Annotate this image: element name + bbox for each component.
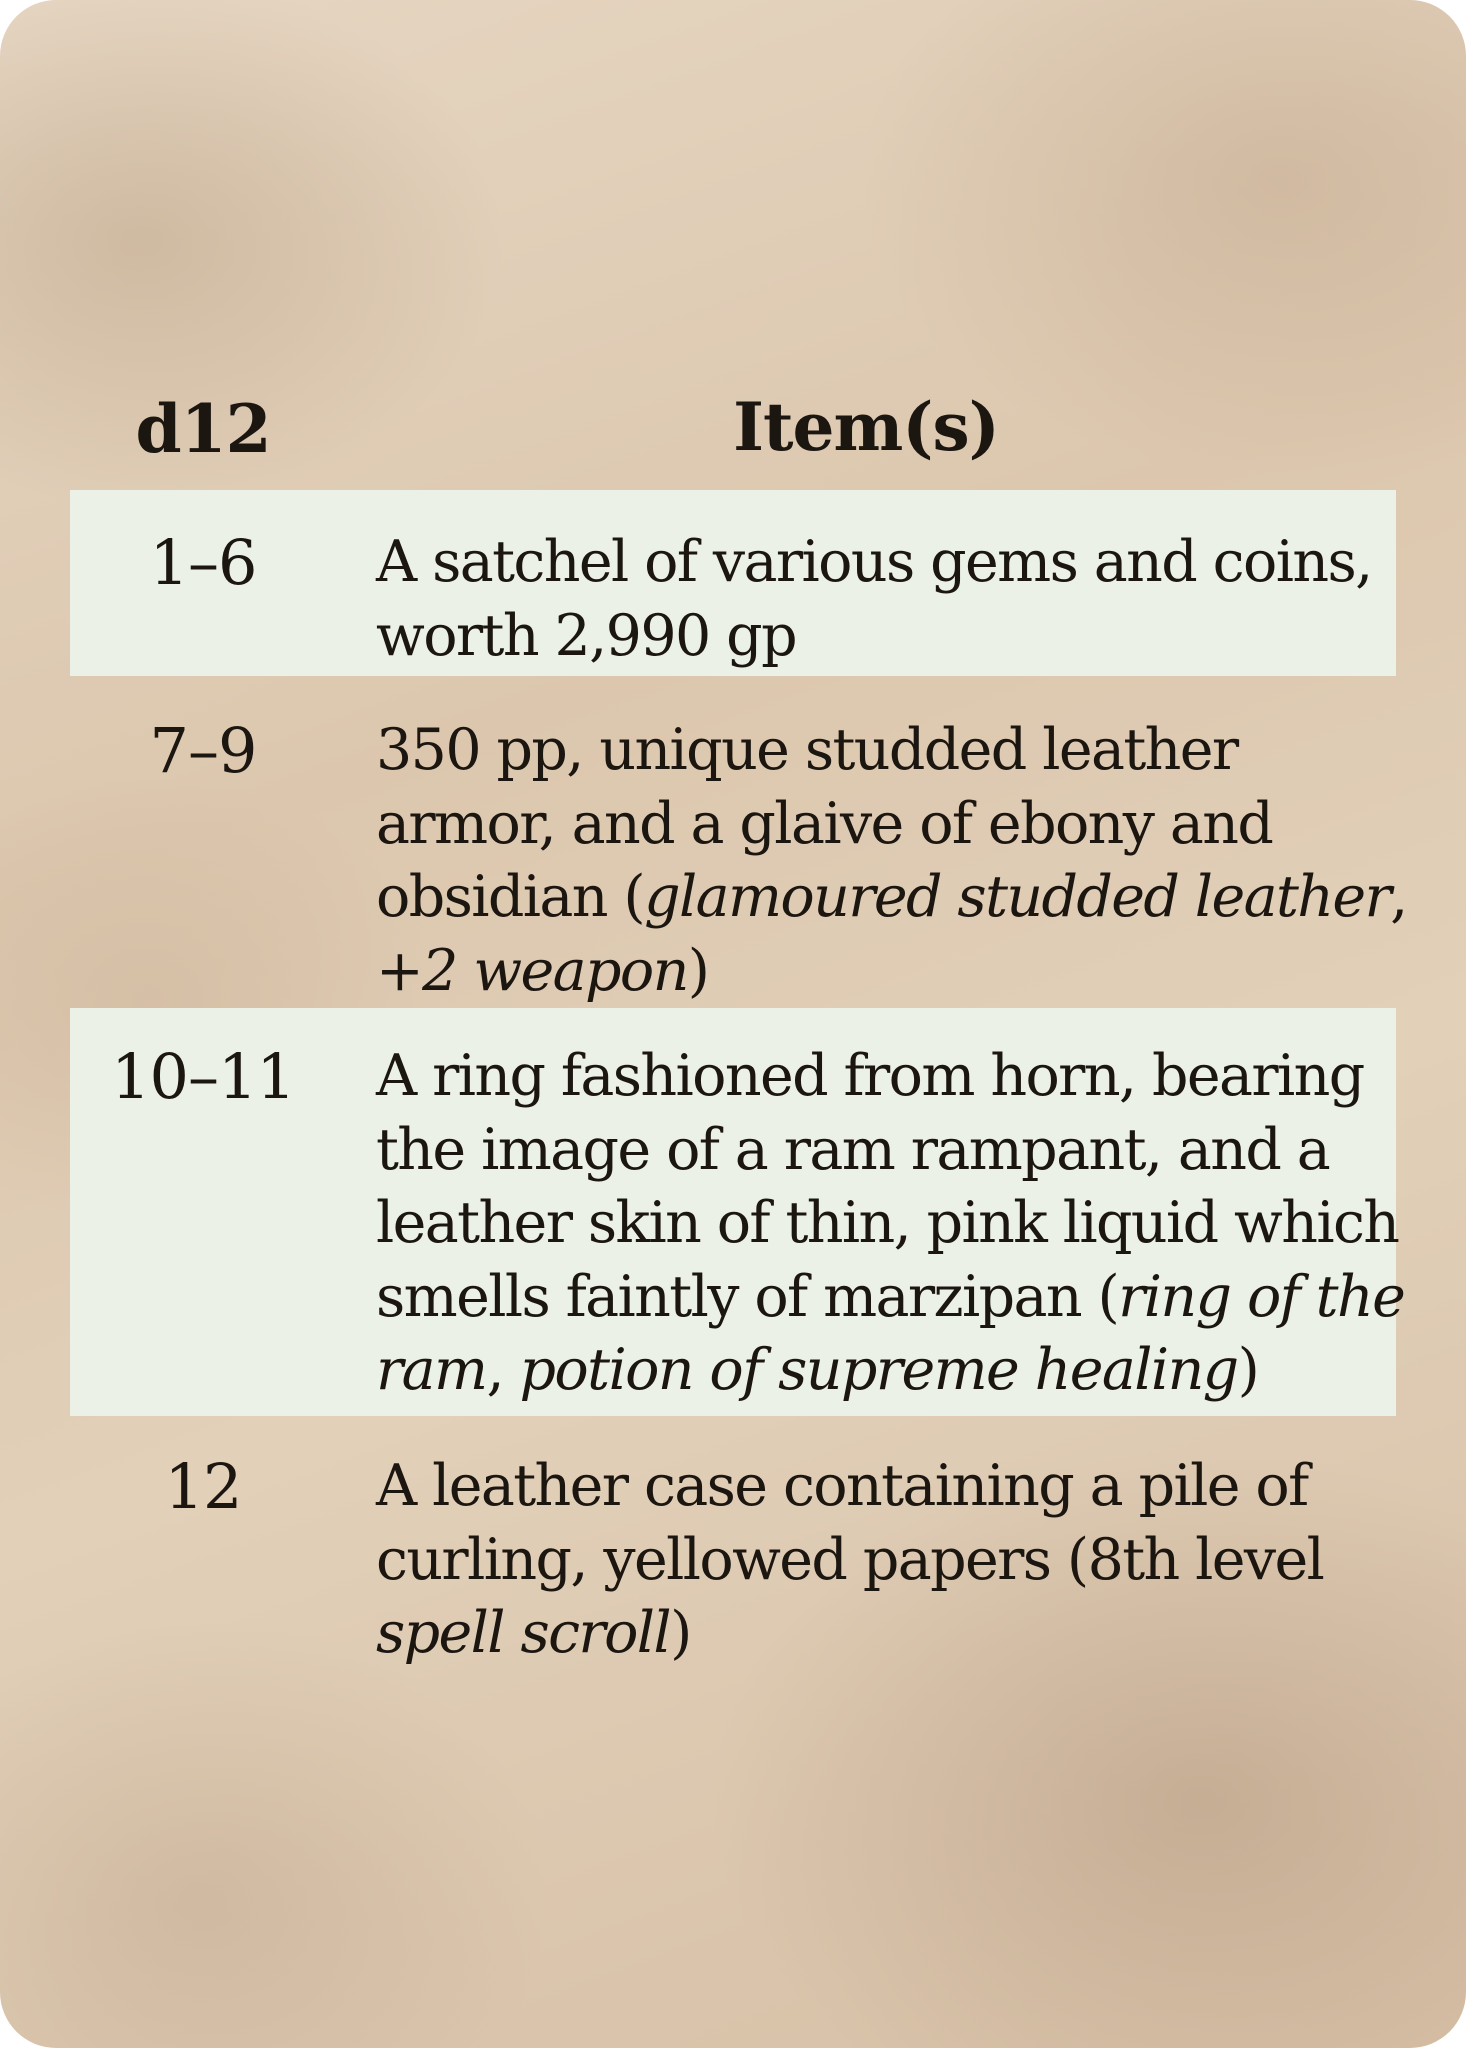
item-text: smells faintly of marzipan (	[376, 1263, 1119, 1330]
treasure-table	[70, 372, 1407, 1676]
item-line	[376, 1597, 1376, 1671]
item-text: ,	[1390, 864, 1407, 930]
roll-range: 7–9	[149, 714, 257, 787]
item-description	[336, 526, 1396, 673]
table-row	[70, 676, 1407, 1008]
item-line	[376, 600, 1376, 674]
item-text: )	[670, 1600, 691, 1666]
item-description	[336, 1450, 1396, 1671]
item-text: curling, yellowed papers (8th level	[376, 1526, 1324, 1593]
item-line	[376, 526, 1376, 600]
item-line	[376, 1261, 1404, 1335]
item-text: worth 2,990 gp	[376, 602, 796, 669]
item-text: leather skin of thin, pink liquid which	[376, 1190, 1399, 1256]
table-row	[70, 490, 1396, 676]
magic-item-name: ram	[376, 1337, 487, 1403]
magic-item-name: potion of supreme healing	[519, 1337, 1238, 1403]
item-line	[376, 788, 1407, 862]
item-line	[376, 1524, 1376, 1598]
item-line	[376, 1040, 1404, 1114]
item-line	[376, 1114, 1404, 1188]
item-text: obsidian (	[376, 864, 645, 930]
item-text: 350 pp, unique studded leather	[376, 717, 1238, 783]
item-description	[336, 1040, 1424, 1408]
item-text: )	[1237, 1337, 1259, 1403]
item-text: A ring fashioned from horn, bearing	[376, 1043, 1364, 1109]
roll-range: 12	[164, 1450, 242, 1523]
magic-item-name: spell scroll	[376, 1600, 671, 1666]
item-text: the image of a ram rampant, and a	[376, 1116, 1330, 1183]
header-items: Item(s)	[733, 388, 999, 466]
item-line	[376, 714, 1407, 788]
item-text: A leather case containing a pile of	[376, 1453, 1308, 1519]
roll-range: 10–11	[111, 1040, 295, 1113]
item-text: A satchel of various gems and coins,	[376, 529, 1372, 595]
item-text: armor, and a glaive of ebony and	[376, 790, 1273, 857]
magic-item-name: +2 weapon	[376, 937, 688, 1004]
item-description	[336, 714, 1427, 1008]
table-row	[70, 1008, 1405, 1416]
magic-item-name: ring of the	[1118, 1263, 1405, 1330]
header-roll: d12	[135, 390, 271, 468]
roll-range: 1–6	[149, 526, 257, 599]
item-line	[376, 1334, 1404, 1408]
item-text: )	[687, 937, 709, 1004]
item-line	[376, 935, 1407, 1009]
table-header	[70, 372, 1396, 490]
item-line	[376, 1450, 1376, 1524]
item-text: ,	[486, 1337, 520, 1403]
magic-item-name: glamoured studded leather	[644, 864, 1391, 930]
table-row	[70, 1416, 1396, 1676]
item-line	[376, 861, 1407, 935]
item-line	[376, 1187, 1404, 1261]
